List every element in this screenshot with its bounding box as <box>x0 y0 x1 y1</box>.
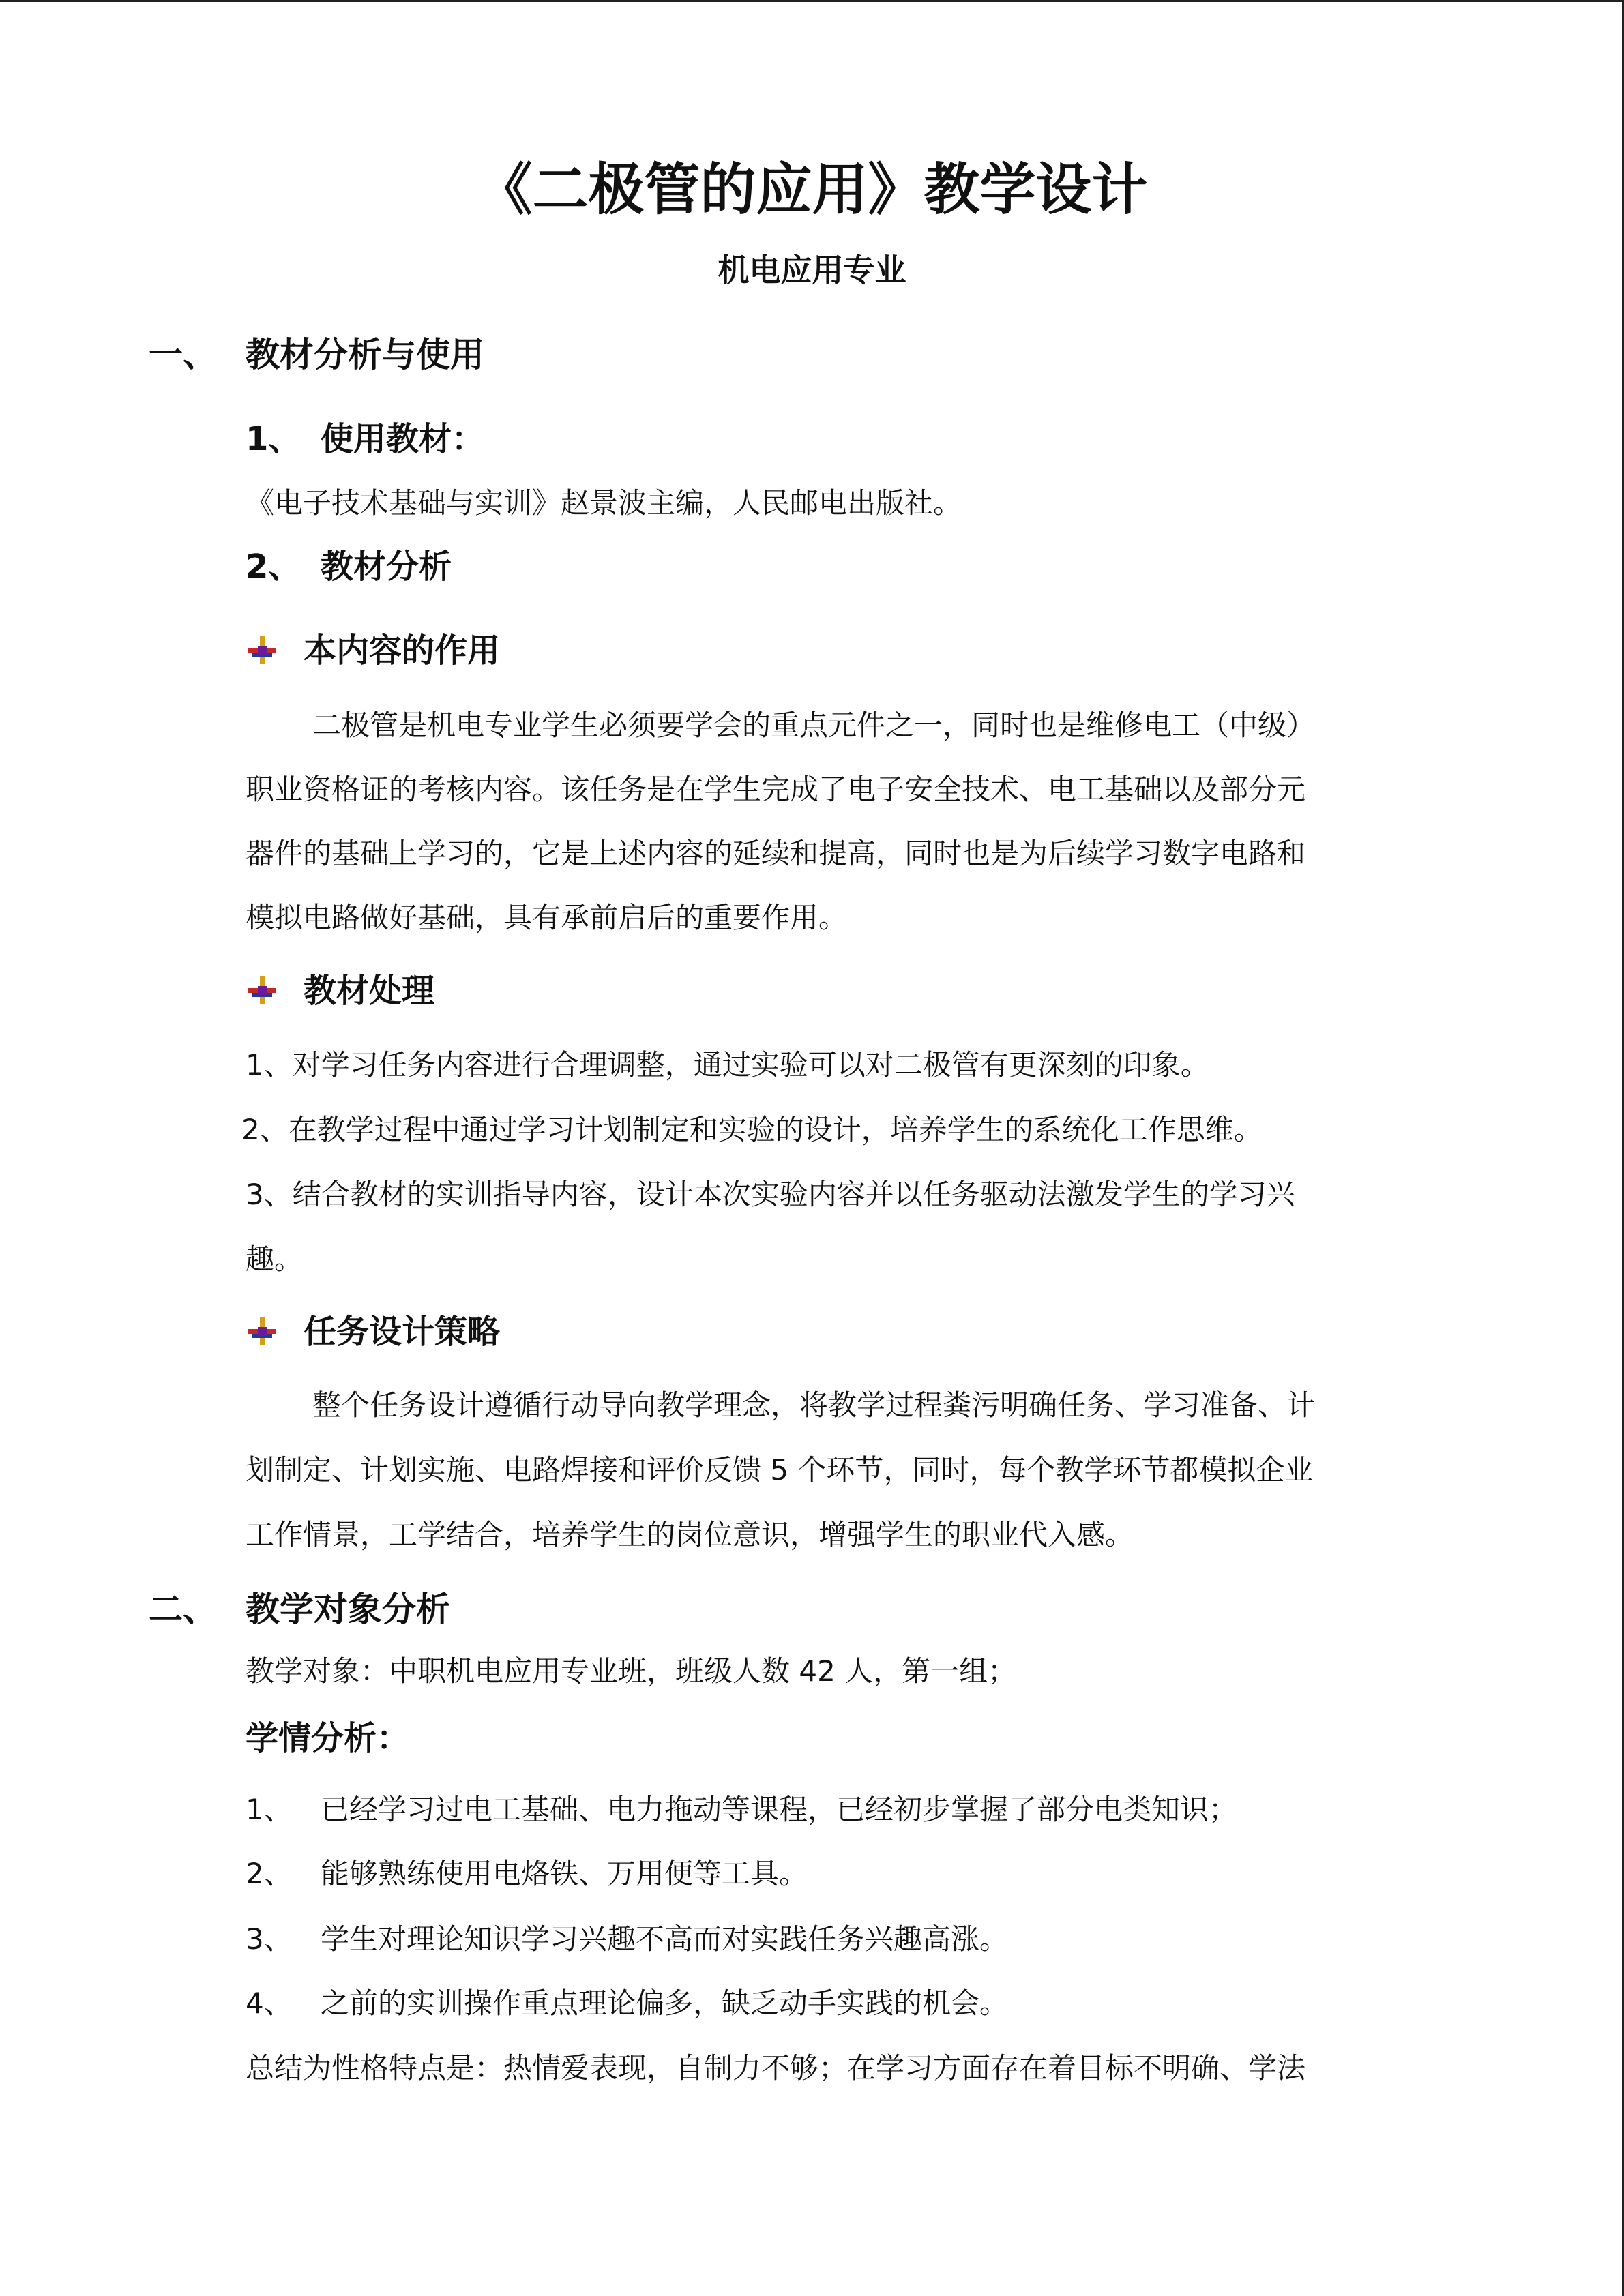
analysis-item-text: 之前的实训操作重点理论偏多，缺乏动手实践的机会。 <box>321 1986 1009 2020</box>
handling-item: 趣。 <box>246 1242 304 1276</box>
strategy-paragraph-line: 工作情景，工学结合，培养学生的岗位意识，增强学生的职业代入感。 <box>246 1518 1134 1551</box>
handling-item: 2、在教学过程中通过学习计划制定和实验的设计，培养学生的系统化工作思维。 <box>241 1113 1263 1146</box>
section-1-number: 一、 <box>149 335 217 374</box>
strategy-heading: 任务设计策略 <box>304 1313 501 1351</box>
subsection-1-number: 1、 <box>246 420 301 458</box>
subsection-2-heading: 教材分析 <box>321 548 452 586</box>
page-border-top <box>0 0 1624 2</box>
summary-text: 总结为性格特点是：热情爱表现，自制力不够；在学习方面存在着目标不明确、学法 <box>246 2051 1306 2085</box>
analysis-item-text: 能够熟练使用电烙铁、万用便等工具。 <box>321 1857 808 1890</box>
bullet-cross-icon <box>248 636 276 664</box>
role-paragraph-line: 职业资格证的考核内容。该任务是在学生完成了电子安全技术、电工基础以及部分元 <box>246 773 1306 806</box>
role-paragraph-line: 二极管是机电专业学生必须要学会的重点元件之一，同时也是维修电工（中级） <box>312 709 1316 742</box>
analysis-item-number: 4、 <box>246 1986 293 2020</box>
subsection-1-heading: 使用教材： <box>321 420 485 458</box>
analysis-item-number: 1、 <box>246 1793 293 1826</box>
document-title: 《二极管的应用》教学设计 <box>476 158 1148 222</box>
teaching-object: 教学对象：中职机电应用专业班，班级人数 42 人，第一组； <box>246 1654 1017 1688</box>
analysis-item-number: 3、 <box>246 1922 293 1956</box>
bullet-cross-icon <box>248 976 276 1004</box>
role-heading: 本内容的作用 <box>304 631 501 670</box>
handling-item: 3、结合教材的实训指导内容，设计本次实验内容并以任务驱动法激发学生的学习兴 <box>246 1178 1295 1211</box>
analysis-item-text: 学生对理论知识学习兴趣不高而对实践任务兴趣高涨。 <box>321 1922 1009 1956</box>
handling-heading: 教材处理 <box>304 972 435 1010</box>
learning-analysis-heading: 学情分析： <box>246 1719 410 1757</box>
textbook-reference: 《电子技术基础与实训》赵景波主编，人民邮电出版社。 <box>246 486 962 520</box>
strategy-paragraph-line: 整个任务设计遵循行动导向教学理念，将教学过程粪污明确任务、学习准备、计 <box>312 1388 1316 1422</box>
document-subtitle: 机电应用专业 <box>718 252 906 288</box>
strategy-paragraph-line: 划制定、计划实施、电路焊接和评价反馈 5 个环节，同时，每个教学环节都模拟企业 <box>246 1453 1314 1487</box>
section-2-number: 二、 <box>149 1590 217 1629</box>
subsection-2-number: 2、 <box>246 548 301 586</box>
section-1-heading: 教材分析与使用 <box>246 335 484 374</box>
role-paragraph-line: 模拟电路做好基础，具有承前启后的重要作用。 <box>246 901 848 934</box>
analysis-item-number: 2、 <box>246 1857 293 1890</box>
analysis-item-text: 已经学习过电工基础、电力拖动等课程，已经初步掌握了部分电类知识； <box>321 1793 1238 1826</box>
section-2-heading: 教学对象分析 <box>246 1590 450 1629</box>
handling-item: 1、对学习任务内容进行合理调整，通过实验可以对二极管有更深刻的印象。 <box>246 1048 1209 1082</box>
role-paragraph-line: 器件的基础上学习的，它是上述内容的延续和提高，同时也是为后续学习数字电路和 <box>246 837 1306 870</box>
bullet-cross-icon <box>248 1317 276 1345</box>
